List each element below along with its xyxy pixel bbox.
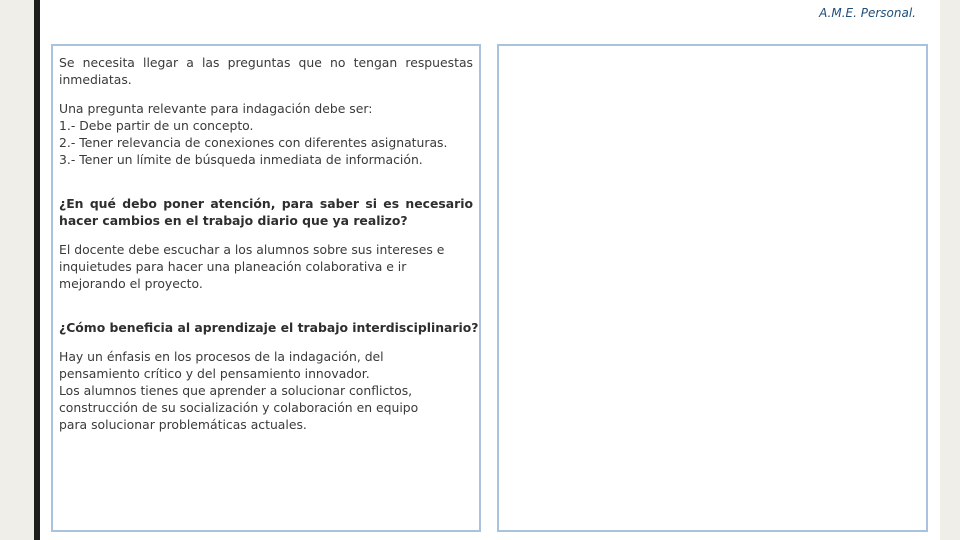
answer-2-line: para solucionar problemáticas actuales. [59,417,307,432]
answer-1-line: mejorando el proyecto. [59,276,203,291]
criteria-title: Una pregunta relevante para indagación debe ser: [59,101,373,116]
empty-panel [497,44,928,532]
answer-2-line: Hay un énfasis en los procesos de la indagación, del [59,349,384,364]
intro-line: Se necesita llegar a las preguntas que no tengan respuestas [59,55,473,70]
criteria-item: 3.- Tener un límite de búsqueda inmediata de información. [59,152,423,167]
answer-1-line: El docente debe escuchar a los alumnos sobre sus intereses e [59,242,445,257]
answer-2-line: Los alumnos tienes que aprender a solucionar conflictos, [59,383,413,398]
question-1 [59,195,473,229]
header-label: A.M.E. Personal. [819,6,916,20]
answer-2-line: pensamiento crítico y del pensamiento innovador. [59,366,370,381]
question-2-line: ¿Cómo beneficia al aprendizaje el trabajo interdisciplinario? [59,320,479,335]
intro-paragraph [59,54,473,88]
criteria-item: 2.- Tener relevancia de conexiones con diferentes asignaturas. [59,135,448,150]
question-1-line: hacer cambios en el trabajo diario que ya realizo? [59,213,408,228]
intro-line: inmediatas. [59,72,132,87]
criteria-list [59,100,473,168]
answer-1 [59,241,473,292]
answer-2-line: construcción de su socialización y colaboración en equipo [59,400,419,415]
answer-1-line: inquietudes para hacer una planeación colaborativa e ir [59,259,407,274]
answer-2 [59,348,473,433]
question-2 [59,319,479,336]
criteria-item: 1.- Debe partir de un concepto. [59,118,254,133]
document-sheet [40,0,940,540]
text-panel [51,44,481,532]
question-1-line: ¿En qué debo poner atención, para saber si es necesario [59,196,473,211]
